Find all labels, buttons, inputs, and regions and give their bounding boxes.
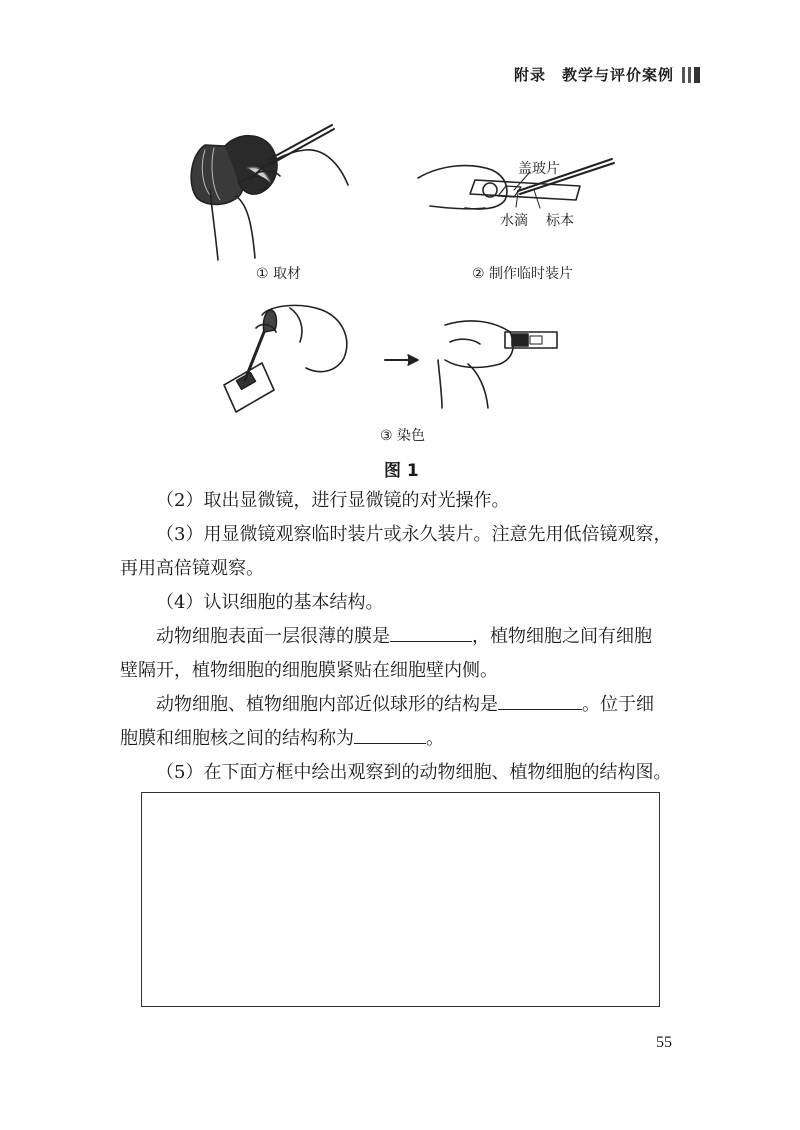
label-cover-slip: 盖玻片 xyxy=(518,161,560,177)
step3-line1: （3）用显微镜观察临时装片或永久装片。注意先用低倍镜观察， xyxy=(156,524,672,545)
nucleus-text-a: 动物细胞、植物细胞内部近似球形的结构是 xyxy=(156,694,498,715)
paragraph-membrane xyxy=(120,620,680,654)
nucleus-text-b: 。位于细 xyxy=(582,694,654,715)
page-number: 55 xyxy=(656,1034,672,1051)
onion-illustration xyxy=(191,136,277,205)
blank-cell-membrane[interactable] xyxy=(390,623,472,642)
header-bars-icon xyxy=(682,67,700,83)
paragraph-step3-cont: 再用高倍镜观察。 xyxy=(120,558,264,579)
membrane-text-a: 动物细胞表面一层很薄的膜是 xyxy=(156,626,390,647)
label-specimen: 标本 xyxy=(546,213,574,229)
finished-slide-illustration xyxy=(438,321,557,408)
cytoplasm-text-b: 。 xyxy=(426,728,444,749)
paragraph-step2: （2）取出显微镜，进行显微镜的对光操作。 xyxy=(156,490,510,511)
blank-nucleus[interactable] xyxy=(498,691,582,710)
paragraph-cytoplasm xyxy=(120,722,680,756)
arrow-right-icon xyxy=(385,355,418,365)
slide-illustration xyxy=(418,159,614,209)
cytoplasm-text-a: 胞膜和细胞核之间的结构称为 xyxy=(120,728,354,749)
paragraph-step3 xyxy=(120,518,680,552)
paragraph-membrane-cont: 壁隔开，植物细胞的细胞膜紧贴在细胞壁内侧。 xyxy=(120,660,498,681)
paragraph-step5: （5）在下面方框中绘出观察到的动物细胞、植物细胞的结构图。 xyxy=(156,762,672,783)
label-water-drop: 水滴 xyxy=(500,213,528,229)
header-title: 附录 教学与评价案例 xyxy=(513,66,674,84)
figure-title: 图 1 xyxy=(384,461,419,481)
drawing-box[interactable] xyxy=(141,792,660,1007)
blank-cytoplasm[interactable] xyxy=(354,725,426,744)
membrane-text-b: ，植物细胞之间有细胞 xyxy=(472,626,652,647)
caption-step1: ① 取材 xyxy=(256,266,302,282)
caption-step3: ③ 染色 xyxy=(380,428,426,444)
staining-illustration xyxy=(224,305,347,412)
paragraph-step4: （4）认识细胞的基本结构。 xyxy=(156,592,384,613)
paragraph-nucleus xyxy=(120,688,680,722)
running-header xyxy=(514,64,700,85)
figure-1 xyxy=(0,110,800,480)
caption-step2: ② 制作临时装片 xyxy=(472,266,574,282)
